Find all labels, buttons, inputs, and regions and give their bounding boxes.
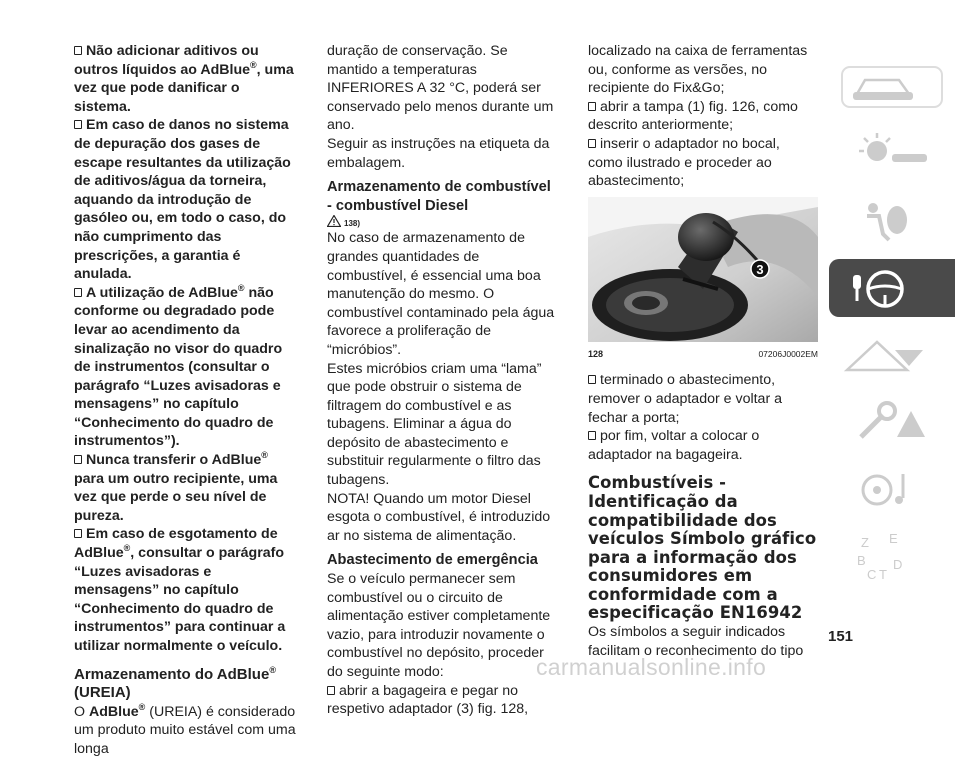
figure-128-photo <box>588 197 818 342</box>
bullet-no-additives: Não adicionar aditivos ou outros líquidos ao AdBlue®, uma vez que pode danificar o sistema. <box>74 43 294 115</box>
paragraph-symbols-intro: Os símbolos a seguir indicados facilitam o reconhecimento do tipo <box>588 624 804 659</box>
bullet-nonconforming: A utilização de AdBlue® não conforme ou degradado pode levar ao acendimento da sinalização no visor do quadro de instrumentos (consultar o parágrafo “Luzes avisadoras e mensagens” no capítulo “Conhecimento do quadro de instrumentos”). <box>74 282 283 450</box>
column-1 <box>74 42 296 759</box>
tab-warning-lights[interactable] <box>829 125 955 183</box>
bullet-remove-adapter: terminado o abastecimento, remover o adaptador e voltar a fechar a porta; <box>588 372 783 426</box>
heading-fuel-identification: Combustíveis - Identificação da compatibilidade dos veículos Símbolo gráfico para a informação dos consumidores em conformidade com a especificação EN16942 <box>588 473 817 623</box>
svg-text:B: B <box>857 553 866 568</box>
svg-text:D: D <box>893 557 903 572</box>
chapter-sidebar <box>829 58 955 594</box>
warning-lights-icon <box>837 129 947 179</box>
bullet-depletion: Em caso de esgotamento de AdBlue®, consultar o parágrafo “Luzes avisadoras e mensagens” no capítulo “Conhecimento do quadro de instrumentos” para continuar a utilizar normalmente o veículo. <box>74 526 286 654</box>
bullet-square-icon <box>588 375 596 384</box>
bullet-replace-adapter: por fim, voltar a colocar o adaptador na bagageira. <box>588 428 760 463</box>
bullet-no-transfer: Nunca transferir o AdBlue® para um outro recipiente, uma vez que perde o seu nível de pureza. <box>74 450 278 524</box>
paragraph-emergency-steps: Se o veículo permanecer sem combustível ou o circuito de alimentação estiver completamente vazio, para introduzir novamente o combustível no depósito, proceder do seguinte modo: <box>327 571 551 680</box>
svg-text:E: E <box>889 531 898 546</box>
bullet-square-icon <box>588 102 596 111</box>
paragraph-microbes: Estes micróbios criam uma “lama” que pode obstruir o sistema de filtragem do combustível e as tubagens. Eliminar a água do depósito de abastecimento e substituir regularmente o filtro das tubagens. <box>327 360 542 489</box>
tab-emergency[interactable] <box>829 326 955 384</box>
column-2 <box>327 42 559 719</box>
figure-code: 07206J0002EM <box>758 348 818 359</box>
bullet-warranty: Em caso de danos no sistema de depuração dos gases de escape resultantes da utilização de aditivos/água da torneira, aquando da introdução de gasóleo ou, em todo o caso, do não cumprimento das prescrições, a garantia é anulada. <box>74 117 291 283</box>
heading-adblue-storage: Armazenamento do AdBlue® (UREIA) <box>74 664 276 702</box>
bullet-square-icon <box>327 686 335 695</box>
road-emergency-icon <box>837 330 947 380</box>
alphabetical-index-icon <box>837 531 947 581</box>
bullet-square-icon <box>74 455 82 464</box>
tab-multimedia[interactable] <box>829 460 955 518</box>
figure-number: 128 <box>588 348 604 359</box>
paragraph-adblue-stability: O AdBlue® (UREIA) é considerado um produto muito estável com uma longa <box>74 701 296 757</box>
bullet-square-icon <box>74 46 82 55</box>
bullet-open-cap: abrir a tampa (1) fig. 126, como descrito anteriormente; <box>588 98 798 134</box>
page-number: 151 <box>828 628 854 645</box>
column-3 <box>588 42 818 660</box>
svg-text:C: C <box>867 567 877 581</box>
paragraph-adapter-location: localizado na caixa de ferramentas ou, conforme as versões, no recipiente do Fix&Go; <box>588 43 808 97</box>
paragraph-storage-duration: duração de conservação. Se mantido a temperaturas INFERIORES A 32 °C, poderá ser conservado pelo menos durante um ano. <box>327 43 554 134</box>
tab-safety[interactable] <box>829 192 955 250</box>
bullet-square-icon <box>588 431 596 440</box>
bullet-open-trunk: abrir a bagageira e pegar no respetivo adaptador (3) fig. 128, <box>327 682 529 718</box>
warning-reference: 138) <box>327 215 559 229</box>
site-watermark: carmanualsonline.info <box>536 654 767 680</box>
bullet-square-icon <box>74 288 82 297</box>
bullet-square-icon <box>74 120 82 129</box>
paragraph-note-diesel: NOTA! Quando um motor Diesel esgota o combustível, é introduzido ar no sistema de alimentação. <box>327 490 551 544</box>
paragraph-large-quantities: No caso de armazenamento de grandes quantidades de combustível, é essencial uma boa manutenção do mesmo. O combustível contaminado pela água favorece a proliferação de “micróbios”. <box>327 230 555 358</box>
bullet-insert-adapter: inserir o adaptador no bocal, como ilustrado e proceder ao abastecimento; <box>588 135 780 190</box>
svg-text:T: T <box>879 567 887 581</box>
tab-dashboard[interactable] <box>829 58 955 116</box>
figure-caption <box>588 345 818 364</box>
svg-text:Z: Z <box>861 535 869 550</box>
bullet-square-icon <box>74 529 82 538</box>
bullet-square-icon <box>588 139 596 148</box>
tab-starting-driving[interactable] <box>829 259 955 317</box>
airbag-safety-icon <box>837 196 947 246</box>
service-wrench-icon <box>837 397 947 447</box>
tab-index[interactable] <box>829 527 955 585</box>
svg-text:3: 3 <box>756 261 764 277</box>
steering-wheel-key-icon <box>837 263 947 313</box>
paragraph-label-instructions: Seguir as instruções na etiqueta da embalagem. <box>327 135 550 171</box>
car-dashboard-icon <box>837 62 947 112</box>
fuel-adapter-photo <box>588 197 818 342</box>
warning-triangle-icon <box>327 215 341 227</box>
tab-maintenance[interactable] <box>829 393 955 451</box>
heading-fuel-storage: Armazenamento de combustível - combustível Diesel <box>327 179 551 214</box>
multimedia-icon <box>837 464 947 514</box>
heading-emergency-refuel: Abastecimento de emergência <box>327 552 538 569</box>
